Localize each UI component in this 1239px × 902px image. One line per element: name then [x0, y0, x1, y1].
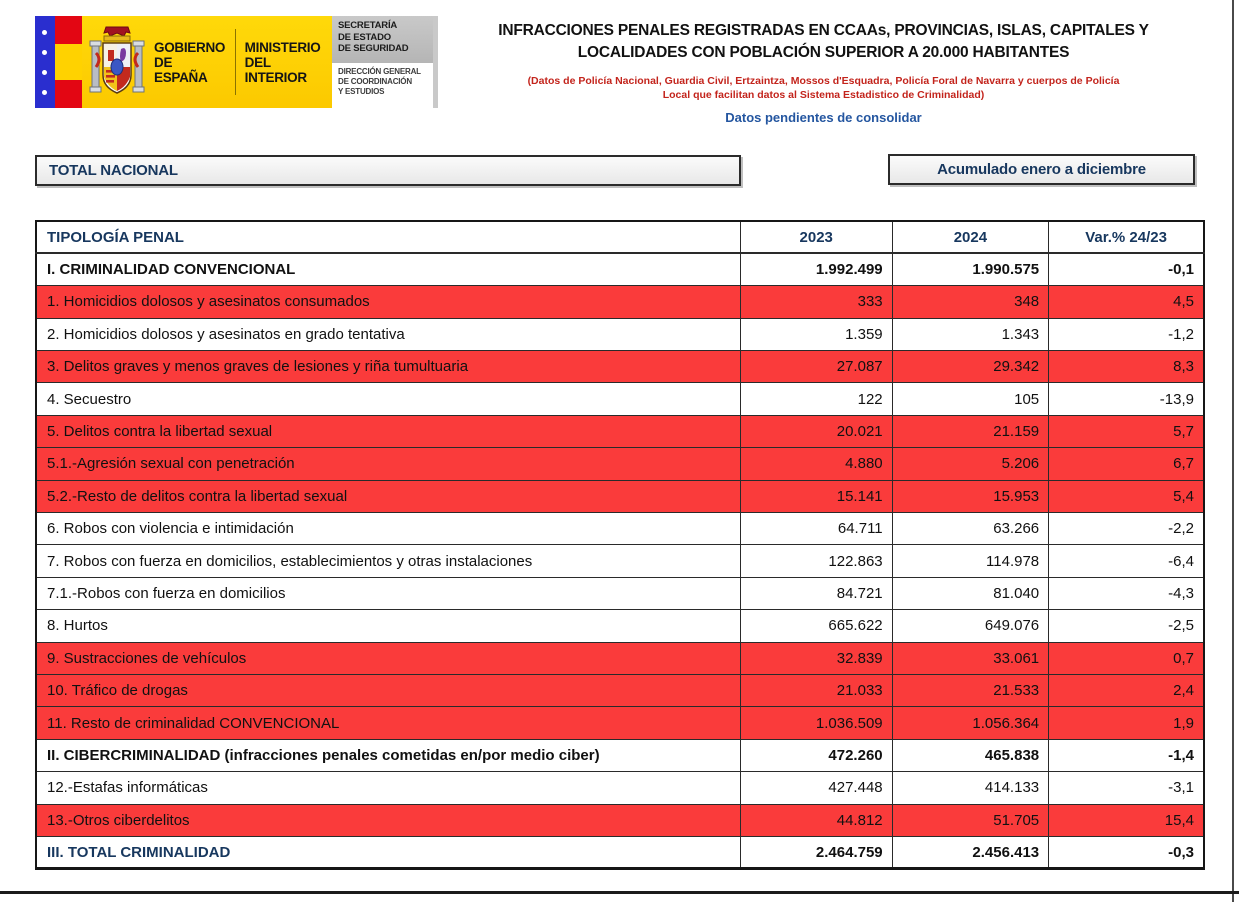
cell-2023: 15.141: [740, 480, 892, 512]
row-label: 3. Delitos graves y menos graves de lesiones y riña tumultuaria: [36, 351, 740, 383]
cell-2023: 665.622: [740, 610, 892, 642]
cell-2024: 1.990.575: [892, 253, 1049, 285]
cell-2024: 15.953: [892, 480, 1049, 512]
cell-2024: 348: [892, 286, 1049, 318]
row-label: 2. Homicidios dolosos y asesinatos en grado tentativa: [36, 318, 740, 350]
cell-2023: 84.721: [740, 577, 892, 609]
cell-var: -2,5: [1049, 610, 1204, 642]
gobierno-banner: [82, 16, 332, 108]
table-row: [36, 383, 1204, 415]
table-row: [36, 415, 1204, 447]
cell-2024: 21.159: [892, 415, 1049, 447]
scope-box: [35, 155, 741, 186]
page-bottom-border: [0, 891, 1239, 894]
table-row: [36, 448, 1204, 480]
cell-var: -0,1: [1049, 253, 1204, 285]
cell-var: 8,3: [1049, 351, 1204, 383]
row-label: III. TOTAL CRIMINALIDAD: [36, 836, 740, 868]
cell-2023: 1.359: [740, 318, 892, 350]
cell-2024: 114.978: [892, 545, 1049, 577]
table-row: [36, 642, 1204, 674]
cell-2023: 122.863: [740, 545, 892, 577]
cell-2024: 21.533: [892, 674, 1049, 706]
cell-var: -6,4: [1049, 545, 1204, 577]
cell-var: -3,1: [1049, 772, 1204, 804]
row-label: 5. Delitos contra la libertad sexual: [36, 415, 740, 447]
header-tipologia: TIPOLOGÍA PENAL: [36, 221, 740, 253]
cell-var: 6,7: [1049, 448, 1204, 480]
scope-label: TOTAL NACIONAL: [49, 162, 178, 179]
cell-var: 5,7: [1049, 415, 1204, 447]
cell-2024: 105: [892, 383, 1049, 415]
department-labels: [332, 16, 438, 108]
row-label: 6. Robos con violencia e intimidación: [36, 513, 740, 545]
title-block: [452, 20, 1195, 125]
page-right-border: [1232, 0, 1234, 902]
ministry-logo: [35, 16, 438, 108]
cell-2023: 27.087: [740, 351, 892, 383]
row-label: 12.-Estafas informáticas: [36, 772, 740, 804]
row-label: 10. Tráfico de drogas: [36, 674, 740, 706]
table-row: [36, 707, 1204, 739]
table-row: [36, 739, 1204, 771]
cell-2024: 465.838: [892, 739, 1049, 771]
cell-2023: 2.464.759: [740, 836, 892, 868]
table-row: [36, 610, 1204, 642]
cell-var: -13,9: [1049, 383, 1204, 415]
cell-2024: 1.343: [892, 318, 1049, 350]
cell-var: 4,5: [1049, 286, 1204, 318]
row-label: 7. Robos con fuerza en domicilios, establecimientos y otras instalaciones: [36, 545, 740, 577]
cell-2023: 472.260: [740, 739, 892, 771]
cell-var: 0,7: [1049, 642, 1204, 674]
cell-var: -0,3: [1049, 836, 1204, 868]
table-row: [36, 480, 1204, 512]
cell-2023: 4.880: [740, 448, 892, 480]
cell-2024: 51.705: [892, 804, 1049, 836]
row-label: 11. Resto de criminalidad CONVENCIONAL: [36, 707, 740, 739]
period-label: Acumulado enero a diciembre: [937, 161, 1146, 178]
cell-2024: 2.456.413: [892, 836, 1049, 868]
row-label: 13.-Otros ciberdelitos: [36, 804, 740, 836]
table-row: [36, 318, 1204, 350]
table-body: [36, 253, 1204, 868]
cell-2023: 64.711: [740, 513, 892, 545]
cell-2024: 1.056.364: [892, 707, 1049, 739]
table-row: [36, 513, 1204, 545]
cell-2023: 20.021: [740, 415, 892, 447]
cell-2024: 414.133: [892, 772, 1049, 804]
spain-flag-stripe: [55, 16, 82, 108]
cell-2024: 63.266: [892, 513, 1049, 545]
cell-2023: 32.839: [740, 642, 892, 674]
secretaria-label: SECRETARÍA DE ESTADO DE SEGURIDAD: [332, 16, 433, 63]
row-label: 8. Hurtos: [36, 610, 740, 642]
cell-2023: 1.036.509: [740, 707, 892, 739]
row-label: 1. Homicidios dolosos y asesinatos consumados: [36, 286, 740, 318]
header-var: Var.% 24/23: [1049, 221, 1204, 253]
cell-2023: 1.992.499: [740, 253, 892, 285]
eu-stars-strip: [35, 16, 55, 108]
cell-2023: 122: [740, 383, 892, 415]
cell-2023: 333: [740, 286, 892, 318]
table-row: [36, 351, 1204, 383]
cell-var: 15,4: [1049, 804, 1204, 836]
cell-2023: 427.448: [740, 772, 892, 804]
header-2024: 2024: [892, 221, 1049, 253]
spain-coat-of-arms-icon: [86, 23, 148, 101]
cell-2024: 29.342: [892, 351, 1049, 383]
table-row: [36, 253, 1204, 285]
row-label: 5.2.-Resto de delitos contra la libertad sexual: [36, 480, 740, 512]
table-row: [36, 674, 1204, 706]
cell-2024: 81.040: [892, 577, 1049, 609]
cell-var: -4,3: [1049, 577, 1204, 609]
cell-var: -2,2: [1049, 513, 1204, 545]
ministerio-label: MINISTERIO DEL INTERIOR: [244, 39, 321, 85]
header-2023: 2023: [740, 221, 892, 253]
row-label: 9. Sustracciones de vehículos: [36, 642, 740, 674]
logo-divider: [235, 29, 236, 95]
cell-var: 1,9: [1049, 707, 1204, 739]
row-label: II. CIBERCRIMINALIDAD (infracciones penales cometidas en/por medio ciber): [36, 739, 740, 771]
cell-2024: 33.061: [892, 642, 1049, 674]
document-title: INFRACCIONES PENALES REGISTRADAS EN CCAAs, PROVINCIAS, ISLAS, CAPITALES Y LOCALIDADES CON POBLACIÓN SUPERIOR A 20.000 HABITANTES: [498, 22, 1149, 61]
table-row: [36, 804, 1204, 836]
table-row: [36, 772, 1204, 804]
table-row: [36, 286, 1204, 318]
table-row: [36, 577, 1204, 609]
data-sources-note: (Datos de Policía Nacional, Guardia Civil, Ertzaintza, Mossos d'Esquadra, Policía Foral de Navarra y cuerpos de Policía Local que facilitan datos al Sistema Estadistico de Criminalidad): [527, 75, 1120, 101]
direccion-label: DIRECCIÓN GENERAL DE COORDINACIÓN Y ESTUDIOS: [332, 63, 433, 108]
row-label: I. CRIMINALIDAD CONVENCIONAL: [36, 253, 740, 285]
cell-2023: 21.033: [740, 674, 892, 706]
period-box: [888, 154, 1195, 185]
cell-var: -1,2: [1049, 318, 1204, 350]
cell-var: 2,4: [1049, 674, 1204, 706]
cell-2023: 44.812: [740, 804, 892, 836]
pending-consolidation-note: Datos pendientes de consolidar: [725, 110, 922, 125]
row-label: 4. Secuestro: [36, 383, 740, 415]
cell-var: 5,4: [1049, 480, 1204, 512]
table-row: [36, 836, 1204, 868]
row-label: 7.1.-Robos con fuerza en domicilios: [36, 577, 740, 609]
table-header-row: [36, 221, 1204, 253]
crime-statistics-table: [35, 220, 1205, 870]
gobierno-label: GOBIERNO DE ESPAÑA: [154, 39, 226, 85]
cell-2024: 649.076: [892, 610, 1049, 642]
row-label: 5.1.-Agresión sexual con penetración: [36, 448, 740, 480]
cell-2024: 5.206: [892, 448, 1049, 480]
cell-var: -1,4: [1049, 739, 1204, 771]
table-row: [36, 545, 1204, 577]
